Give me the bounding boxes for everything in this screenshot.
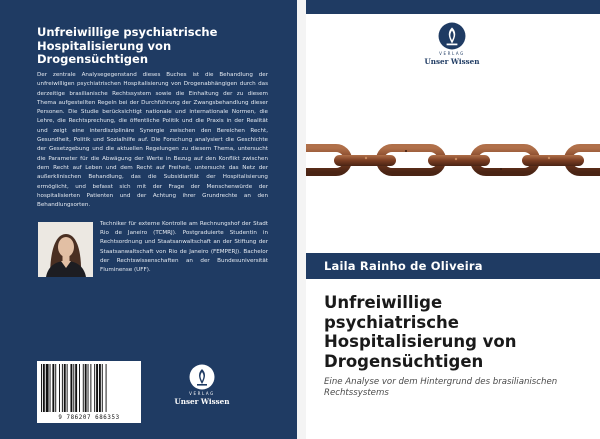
barcode: [37, 361, 141, 423]
back-cover: [0, 0, 297, 439]
author-band: [306, 253, 600, 279]
barcode-bar: [67, 364, 68, 412]
barcode-bar: [88, 364, 89, 412]
barcode-bar: [94, 364, 95, 412]
front-title-line: psychiatrische: [324, 312, 459, 332]
barcode-bar: [102, 364, 103, 412]
author-name: Laila Rainho de Oliveira: [324, 259, 483, 273]
author-photo: [38, 222, 93, 277]
front-title-line: Unfreiwillige: [324, 293, 443, 312]
publisher-logo-front: [412, 22, 492, 66]
front-cover: [306, 0, 600, 439]
barcode-bar: [73, 364, 74, 412]
publisher-verlag-label: VERLAG: [189, 391, 215, 396]
back-title-line: Unfreiwillige psychiatrische: [37, 25, 218, 39]
publisher-name: Unser Wissen: [174, 397, 230, 406]
back-title-line: Drogensüchtigen: [37, 52, 149, 66]
barcode-bar: [79, 364, 80, 412]
back-cover-title: [37, 26, 277, 67]
front-top-bar: [306, 0, 600, 14]
publisher-logo-back: [171, 364, 233, 406]
barcode-bar: [55, 364, 56, 412]
front-cover-subtitle: Eine Analyse vor dem Hintergrund des brasilianischen Rechtssystems: [324, 377, 558, 398]
barcode-bar: [90, 364, 91, 412]
barcode-bar: [43, 364, 45, 412]
barcode-bar: [99, 364, 101, 412]
barcode-bar: [46, 364, 49, 412]
barcode-bar: [50, 364, 51, 412]
barcode-bar: [62, 364, 63, 412]
publisher-verlag-label: VERLAG: [439, 51, 465, 56]
barcode-bar: [96, 364, 98, 412]
rusty-chain-icon: [306, 128, 600, 190]
barcode-bar: [75, 364, 77, 412]
barcode-bar: [52, 364, 54, 412]
barcode-bar: [83, 364, 84, 412]
front-cover-title: [324, 293, 594, 371]
barcode-bar: [70, 364, 72, 412]
back-title-line: Hospitalisierung von: [37, 38, 172, 53]
barcode-bar: [85, 364, 87, 412]
book-spine: [297, 0, 306, 439]
barcode-bar: [59, 364, 60, 412]
front-title-line: Hospitalisierung von: [324, 332, 517, 351]
barcode-bar: [41, 364, 42, 412]
barcode-bar: [106, 364, 107, 412]
publisher-name: Unser Wissen: [424, 57, 480, 66]
publisher-logo-icon: [438, 22, 466, 50]
publisher-logo-icon: [189, 364, 215, 390]
barcode-bar: [64, 364, 66, 412]
book-description: Der zentrale Analysegegenstand dieses Buches ist die Behandlung der unfreiwilligen psychiatrischen Hospitalisierung von Drogenabhängigen durch das derzeitige brasilianische Rechtssystem sowie die Einhaltung der zu diesem Thema aufgestellten Regeln bei der Durchführung der Zwangsbehandlung dieser Personen. Die Studie berücksichtigt nationale und internationale Normen, die Lehre, die Rechtsprechung, die öffentliche Politik und die Praxis in der Realität und zeigt eine interdisziplinäre Synergie zwischen den Bereichen Recht, Gesundheit, Politik und Sozialhilfe auf. Die Forschung analysiert die Geschichte der Gesetzgebung und die aktuellen Regelungen zu diesem Thema, untersucht die Parameter für die Abwägung der Werte in Bezug auf den Konflikt zwischen dem Recht auf Leben und dem Recht auf Freiheit, untersucht das Netz der außerklinischen Behandlung, das die Subsidiarität der Hospitalisierung ermöglicht, und befasst sich mit der Frage der Menschenwürde der hospitalisierten Patienten und der Achtung ihrer Grundrechte an den Behandlungsorten.: [37, 72, 268, 209]
front-title-line: Drogensüchtigen: [324, 351, 484, 371]
author-bio: Techniker für externe Kontrolle am Rechnungshof der Stadt Rio de Janeiro (TCMRJ). Postgraduierte Studentin in Rechtsordnung und Staatsanwaltschaft an der Stiftung der Staatsanwaltschaft von Rio de Janeiro (FEMPERJ). Bachelor der Rechtswissenschaften an der Bundesuniversität Fluminense (UFF).: [100, 221, 268, 274]
barcode-number: 9 786207 686353: [58, 415, 120, 421]
